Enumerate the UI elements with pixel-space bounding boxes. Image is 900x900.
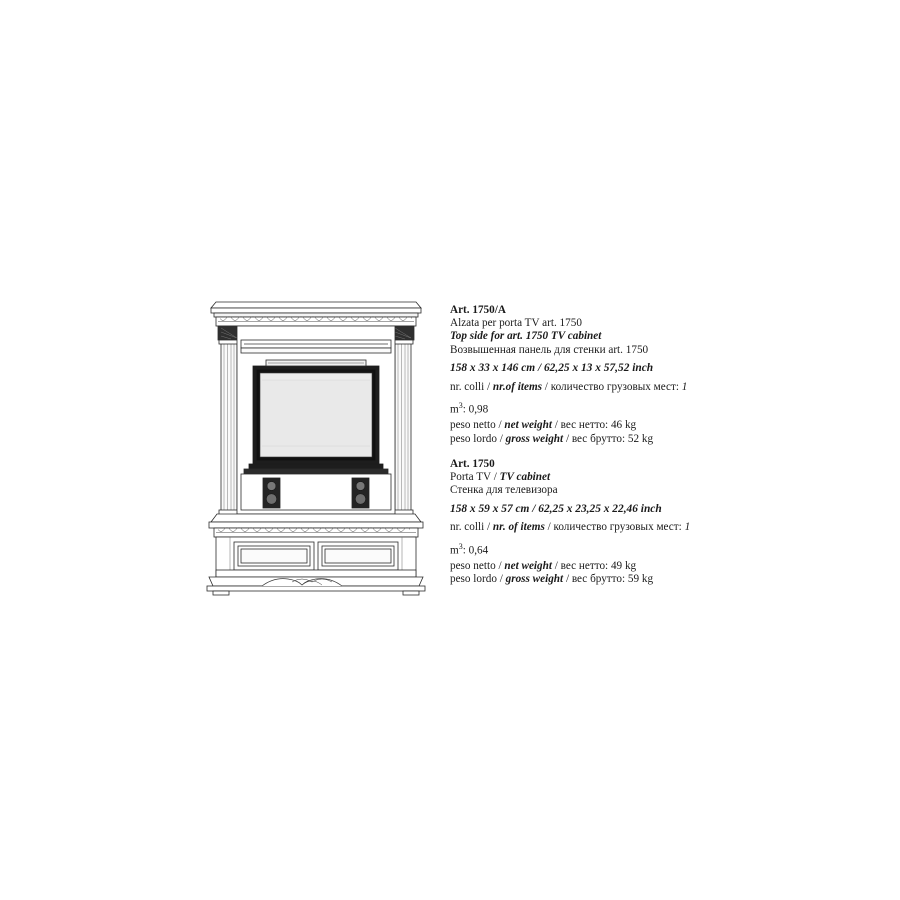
colli-value: 1 xyxy=(684,521,691,534)
volume-value: : 0,64 xyxy=(462,544,489,557)
net-weight-ru: / вес нетто: 46 kg xyxy=(551,419,637,432)
volume-line xyxy=(450,399,880,417)
product-name-it: Alzata per porta TV art. 1750 xyxy=(450,317,582,329)
gross-weight-ru: / вес брутто: 59 kg xyxy=(563,573,654,586)
volume-exponent: 3 xyxy=(458,541,463,551)
article-code: Art. 1750/A xyxy=(450,304,506,316)
colli-line xyxy=(450,381,880,394)
colli-value: 1 xyxy=(681,380,688,393)
net-weight-it: peso netto / xyxy=(450,559,505,572)
colli-label-ru: / количество грузовых мест: xyxy=(544,521,685,534)
net-weight-en: net weight xyxy=(504,419,552,432)
specification-column xyxy=(450,303,880,598)
product-name-ru: Возвышенная панель для стенки art. 1750 xyxy=(450,343,649,356)
volume-value: : 0,98 xyxy=(462,403,489,416)
spec-block-1750 xyxy=(450,457,880,587)
product-name-it: Porta TV / xyxy=(450,470,500,483)
net-weight-en: net weight xyxy=(504,559,552,572)
gross-weight-it: peso lordo / xyxy=(450,573,506,586)
volume-line xyxy=(450,540,880,558)
tv-cabinet-drawing xyxy=(200,296,432,598)
product-name-it-en xyxy=(450,471,880,484)
gross-weight-en: gross weight xyxy=(505,432,564,445)
net-weight-it: peso netto / xyxy=(450,419,505,432)
colli-label-it: nr. colli / xyxy=(450,521,493,534)
product-illustration xyxy=(200,296,432,598)
colli-line xyxy=(450,521,880,534)
gross-weight-line xyxy=(450,433,880,446)
gross-weight-it: peso lordo / xyxy=(450,432,506,445)
gross-weight-line xyxy=(450,573,880,586)
volume-label: m xyxy=(450,544,459,557)
colli-label-it: nr. colli / xyxy=(450,380,493,393)
product-name-en: Top side for art. 1750 TV cabinet xyxy=(450,330,602,343)
dimensions: 158 x 33 x 146 cm / 62,25 x 13 x 57,52 inch xyxy=(450,362,654,375)
colli-label-en: nr.of items xyxy=(492,380,542,393)
product-name-en: TV cabinet xyxy=(499,470,551,483)
volume-label: m xyxy=(450,403,459,416)
net-weight-line xyxy=(450,419,880,432)
gross-weight-ru: / вес брутто: 52 kg xyxy=(563,432,654,445)
product-name-ru: Стенка для телевизора xyxy=(450,484,558,497)
spec-block-1750a xyxy=(450,303,880,446)
colli-label-ru: / количество грузовых мест: xyxy=(542,380,682,393)
gross-weight-en: gross weight xyxy=(505,573,564,586)
net-weight-ru: / вес нетто: 49 kg xyxy=(551,559,637,572)
colli-label-en: nr. of items xyxy=(492,521,545,534)
dimensions: 158 x 59 x 57 cm / 62,25 x 23,25 x 22,46 inch xyxy=(450,502,662,515)
volume-exponent: 3 xyxy=(458,401,463,411)
article-code: Art. 1750 xyxy=(450,457,495,470)
net-weight-line xyxy=(450,560,880,573)
